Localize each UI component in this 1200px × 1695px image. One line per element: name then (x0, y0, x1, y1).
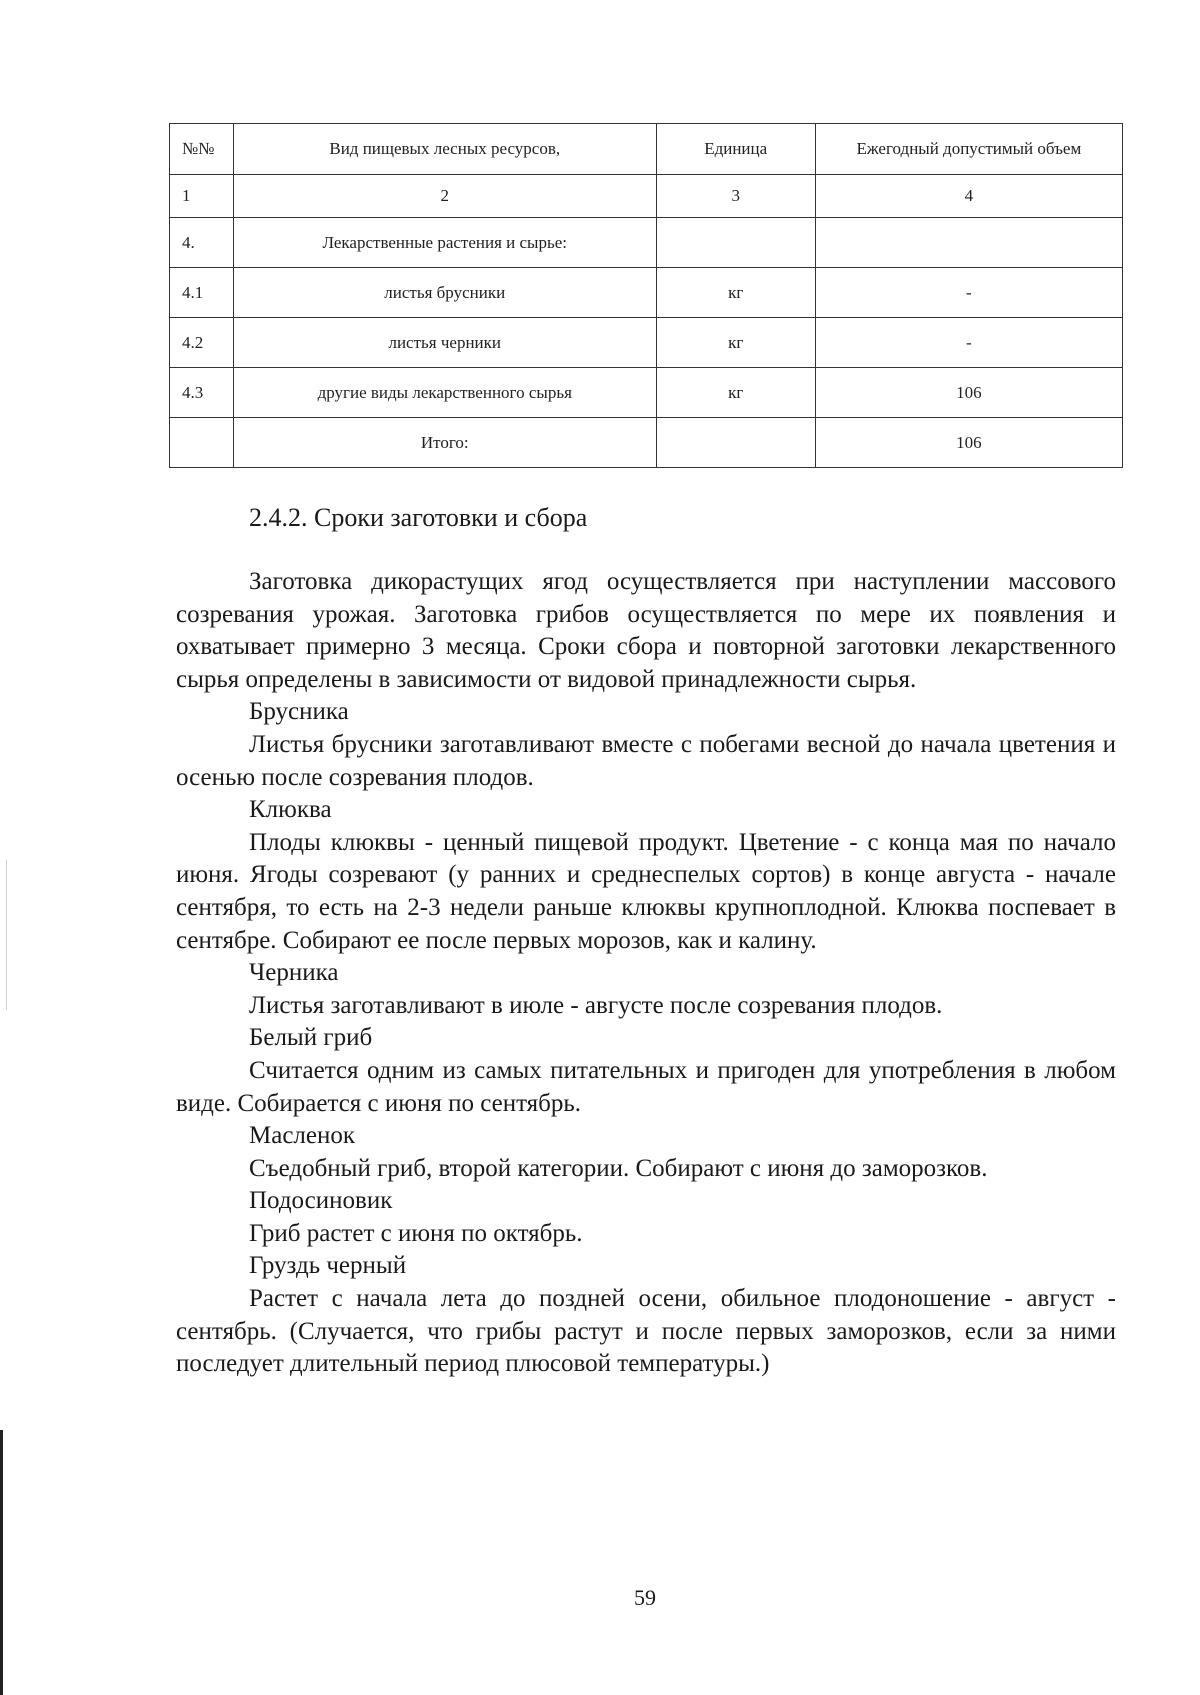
column-number: 2 (233, 175, 656, 218)
scan-artifact (6, 860, 7, 1010)
row-number: 4.2 (170, 318, 234, 368)
scan-edge-line (0, 1430, 3, 1695)
row-volume: 106 (815, 368, 1122, 418)
header-unit: Единица (656, 124, 815, 175)
row-volume: - (815, 318, 1122, 368)
row-volume (815, 218, 1122, 268)
subsection-heading: Брусника (249, 698, 349, 726)
paragraph: Гриб растет с июня по октябрь. (249, 1219, 583, 1247)
header-number: №№ (170, 124, 234, 175)
column-number: 4 (815, 175, 1122, 218)
subsection-heading: Масленок (249, 1122, 356, 1150)
row-total-label: Итого: (233, 418, 656, 468)
table-total-row (170, 418, 1123, 468)
row-unit (656, 418, 815, 468)
column-number: 3 (656, 175, 815, 218)
subsection-heading: Белый гриб (249, 1024, 373, 1052)
row-resource-name: листья черники (233, 318, 656, 368)
paragraph: Плоды клюквы - ценный пищевой продукт. Цветение - с конца мая по начало июня. Ягоды созревают (у ранних и среднеспелых сортов) в конце августа - начале сентября, то есть на 2-3 недели раньше клюквы крупноплодной. Клюква поспевает в сентябре. Собирают ее после первых морозов, как и калину. (176, 828, 1116, 954)
table-column-numbers-row (170, 175, 1123, 218)
header-annual-volume: Ежегодный допустимый объем (815, 124, 1122, 175)
row-unit: кг (656, 318, 815, 368)
paragraph: Съедобный гриб, второй категории. Собирают с июня до заморозков. (249, 1154, 988, 1182)
resources-table (169, 123, 1123, 468)
row-unit: кг (656, 268, 815, 318)
table-row (170, 268, 1123, 318)
table-row (170, 318, 1123, 368)
row-resource-name: Лекарственные растения и сырье: (233, 218, 656, 268)
subsection-heading: Подосиновик (249, 1187, 393, 1215)
row-volume: - (815, 268, 1122, 318)
subsection-heading: Груздь черный (249, 1252, 407, 1280)
table-row (170, 368, 1123, 418)
row-resource-name: другие виды лекарственного сырья (233, 368, 656, 418)
row-number: 4.1 (170, 268, 234, 318)
section-title: 2.4.2. Сроки заготовки и сбора (249, 503, 588, 532)
paragraph: Считается одним из самых питательных и пригоден для употребления в любом виде. Собирается с июня по сентябрь. (176, 1056, 1116, 1117)
row-unit (656, 218, 815, 268)
column-number: 1 (170, 175, 234, 218)
row-resource-name: листья брусники (233, 268, 656, 318)
paragraph: Растет с начала лета до поздней осени, обильное плодоношение - август - сентябрь. (Случается, что грибы растут и после первых заморозков, если за ними последует длительный период плюсовой температуры.) (176, 1285, 1116, 1378)
subsection-heading: Черника (249, 959, 339, 987)
row-number (170, 418, 234, 468)
row-total-volume: 106 (815, 418, 1122, 468)
paragraph: Листья заготавливают в июле - августе после созревания плодов. (249, 991, 943, 1019)
row-number: 4.3 (170, 368, 234, 418)
body-text (176, 566, 1116, 1381)
table-header-row (170, 124, 1123, 175)
page-number: 59 (634, 1585, 656, 1610)
table-row (170, 218, 1123, 268)
header-resource-type: Вид пищевых лесных ресурсов, (233, 124, 656, 175)
subsection-heading: Клюква (249, 796, 332, 824)
row-unit: кг (656, 368, 815, 418)
paragraph: Листья брусники заготавливают вместе с побегами весной до начала цветения и осенью после созревания плодов. (176, 730, 1116, 791)
paragraph: Заготовка дикорастущих ягод осуществляется при наступлении массового созревания урожая. Заготовка грибов осуществляется по мере их появления и охватывает примерно 3 месяца. Сроки сбора и повторной заготовки лекарственного сырья определены в зависимости от видовой принадлежности сырья. (176, 568, 1116, 693)
row-number: 4. (170, 218, 234, 268)
